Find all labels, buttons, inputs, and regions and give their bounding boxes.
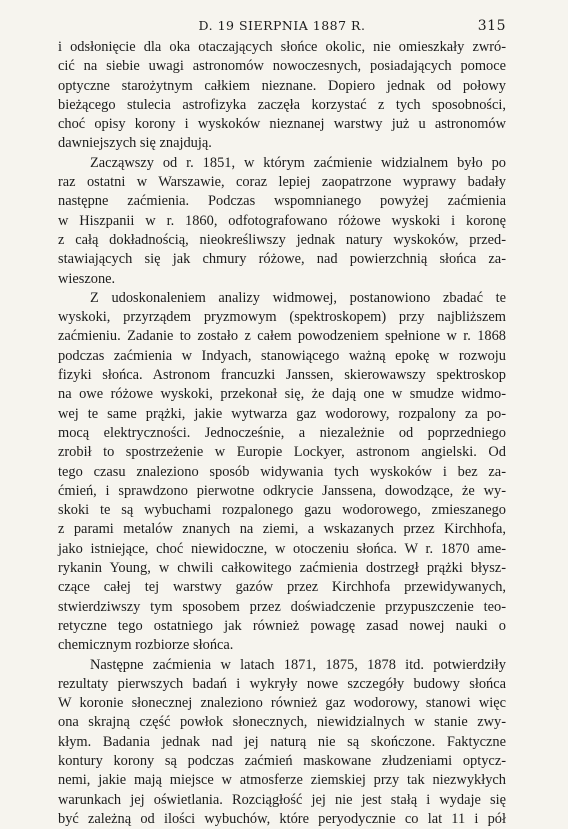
text-line: raz ostatni w Warszawie, coraz lepiej zaopatrzone wyprawy badały — [58, 173, 506, 192]
text-line: czące całej tej warstwy gazów przez Kirchhofa przewidywanych, — [58, 578, 506, 597]
text-line: wyskoki, przyrządem pryzmowym (spektroskopem) przy najbliższem — [58, 308, 506, 327]
text-line: rezultaty pierwszych badań i wykryły nowe szczegóły budowy słońca — [58, 675, 506, 694]
text-line: tego czasu znaleziono sposób widywania tych wyskoków i bez za- — [58, 463, 506, 482]
text-line: ćmień, i sprawdzono pierwotne odkrycie Janssena, dowodzące, że wy- — [58, 482, 506, 501]
text-line: fizyki słońca. Astronom francuzki Janssen, skierowawszy spektroskop — [58, 366, 506, 385]
text-line: warunkach jej oświetlania. Rozciągłość jej nie jest stałą i wydaje się — [58, 791, 506, 810]
text-line: wej te same prążki, jakie wytwarza gaz wodorowy, rozpalony za po- — [58, 405, 506, 424]
text-line: Następne zaćmienia w latach 1871, 1875, 1878 itd. potwierdziły — [58, 656, 506, 675]
text-line: stawiających się jak chmury różowe, nad powierzchnią słońca za- — [58, 250, 506, 269]
running-title: D. 19 SIERPNIA 1887 R. — [58, 18, 506, 33]
text-line: podczas zaćmienia w Indyach, stanowiącego ważną epokę w rozwoju — [58, 347, 506, 366]
page-header — [58, 14, 506, 36]
text-line: zaćmieniu. Zadanie to zostało z całem powodzeniem spełnione w r. 1868 — [58, 327, 506, 346]
paragraph — [58, 656, 506, 829]
text-line: chemicznym rozbiorze słońca. — [58, 636, 506, 655]
text-line: ona skrajną część powłok słonecznych, niewidzialnych w stanie zwy- — [58, 713, 506, 732]
text-line: stwierdziwszy tym sposobem przez doświadczenie przypuszczenie teo- — [58, 598, 506, 617]
text-line: Zacząwszy od r. 1851, w którym zaćmienie widzialnem było po — [58, 154, 506, 173]
text-line: z parami metalów znanych na ziemi, a wskazanych przez Kirchhofa, — [58, 520, 506, 539]
paragraph — [58, 38, 506, 154]
body-text — [58, 38, 506, 829]
text-line: dawniejszych się znajdują. — [58, 134, 506, 153]
text-line: skoki te są wybuchami rozpalonego gazu wodorowego, zmieszanego — [58, 501, 506, 520]
text-line: zrobił to spostrzeżenie w Europie Lockyer, astronom angielski. Od — [58, 443, 506, 462]
text-line: choć opisy korony i wyskoków nieznanej warstwy już u astronomów — [58, 115, 506, 134]
text-line: Z udoskonaleniem analizy widmowej, postanowiono zbadać te — [58, 289, 506, 308]
paragraph — [58, 289, 506, 656]
text-line: kłym. Badania jednak nad jej naturą nie są skończone. Faktyczne — [58, 733, 506, 752]
text-line: mocą elektryczności. Jednocześnie, a niezależnie od poprzedniego — [58, 424, 506, 443]
text-line: wieszone. — [58, 270, 506, 289]
text-line: być zależną od ilości wybuchów, które peryodycznie co lat 11 i pół — [58, 810, 506, 829]
text-line: i odsłonięcie dla oka otaczających słońce okolic, nie omieszkały zwró- — [58, 38, 506, 57]
text-line: W koronie słonecznej znaleziono również gaz wodorowy, stanowi więc — [58, 694, 506, 713]
text-line: optyczne starożytnym całkiem nieznane. Dopiero jednak od połowy — [58, 77, 506, 96]
text-line: w Hiszpanii w r. 1860, odfotografowano różowe wyskoki i koronę — [58, 212, 506, 231]
text-line: rykanin Young, w chwili całkowitego zaćmienia dostrzegł prążki błysz- — [58, 559, 506, 578]
text-line: jako istniejące, choć niewidoczne, w otoczeniu słońca. W r. 1870 ame- — [58, 540, 506, 559]
text-line: bieżącego stulecia astrofizyka zaczęła korzystać z tych sposobności, — [58, 96, 506, 115]
text-line: nemi, jakie mają miejsce w atmosferze ziemskiej przy tak niezwykłych — [58, 771, 506, 790]
text-line: następne zaćmienia. Podczas wspomnianego powyżej zaćmienia — [58, 192, 506, 211]
text-line: na owe różowe wyskoki, przekonał się, że dają one w smudze widmo- — [58, 385, 506, 404]
text-line: kontury korony są podczas zaćmień maskowane złudzeniami optycz- — [58, 752, 506, 771]
text-line: z całą dokładnością, nieokreśliwszy jednak natury wyskoków, przed- — [58, 231, 506, 250]
page-number: 315 — [478, 18, 506, 34]
paragraph — [58, 154, 506, 289]
text-line: retyczne tego ostatniego jak również powagę zasad nowej nauki o — [58, 617, 506, 636]
text-line: cić na siebie uwagi astronomów nowoczesnych, posiadających pomoce — [58, 57, 506, 76]
